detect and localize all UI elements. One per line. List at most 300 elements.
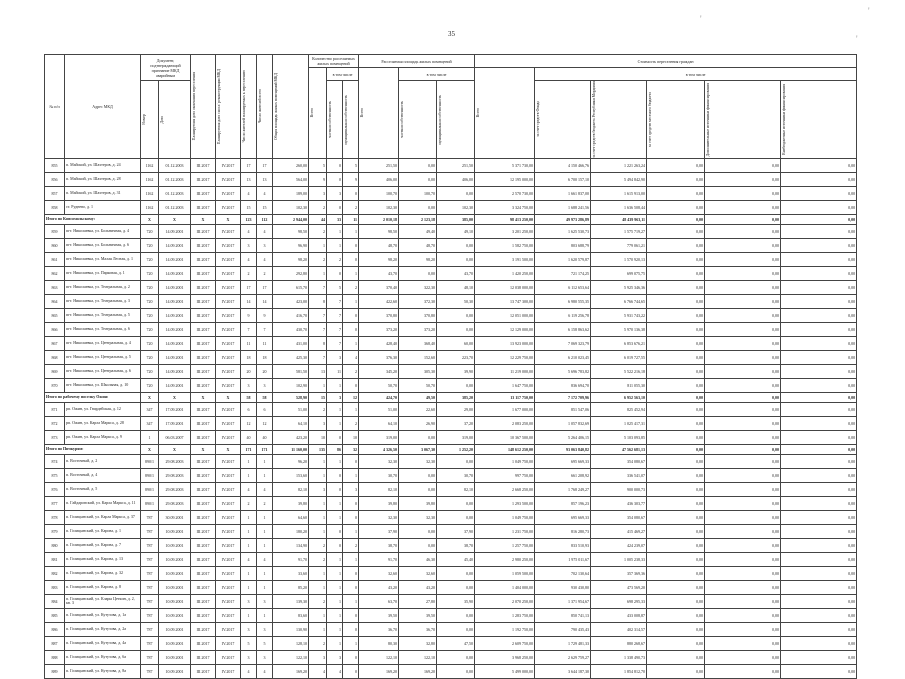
row-area-all: 64,10 bbox=[359, 416, 399, 430]
row-rooms-private: 3 bbox=[327, 392, 343, 402]
row-residents-total: 112 bbox=[257, 214, 273, 224]
row-area-all: 30,70 bbox=[359, 468, 399, 482]
table-row bbox=[45, 510, 857, 524]
row-number: 876 bbox=[45, 482, 65, 496]
row-cost-all: 98 413 250,00 bbox=[475, 214, 535, 224]
row-plan-end: III.2017 bbox=[191, 336, 216, 350]
row-plan-end: III.2017 bbox=[191, 158, 216, 172]
row-residents-total: 40 bbox=[257, 430, 273, 444]
row-address: рп. Ожин, ул. Карла Маркса, д. 9 bbox=[65, 430, 141, 444]
row-plan-end: III.2017 bbox=[191, 186, 216, 200]
row-rooms-private: 0 bbox=[327, 482, 343, 496]
table-row bbox=[45, 350, 857, 364]
header-address: Адрес МКД bbox=[65, 55, 141, 159]
row-cost-region: 5 970 136,38 bbox=[591, 322, 647, 336]
row-cost-all: 997 750,00 bbox=[475, 468, 535, 482]
row-plan-demolish: IV.2017 bbox=[216, 552, 241, 566]
row-area-all: 63,70 bbox=[359, 594, 399, 608]
row-cost-all: 2 609 750,00 bbox=[475, 636, 535, 650]
row-address: п. Голицынский, ул. Кутузова, д. 4а bbox=[65, 636, 141, 650]
row-cost-local: 0,00 bbox=[647, 416, 705, 430]
row-cost-all: 12 195 000,00 bbox=[475, 172, 535, 186]
row-rooms-all: 9 bbox=[309, 172, 327, 186]
row-cost-all: 12 229 750,00 bbox=[475, 350, 535, 364]
row-cost-fund: 1 371 954,67 bbox=[535, 594, 591, 608]
row-area-private: 3 067,30 bbox=[399, 444, 437, 454]
row-area-total: 64,10 bbox=[273, 416, 309, 430]
row-cost-fund: 5 264 406,15 bbox=[535, 430, 591, 444]
row-plan-demolish: IV.2017 bbox=[216, 238, 241, 252]
row-plan-end: III.2017 bbox=[191, 402, 216, 416]
row-area-private: 49,50 bbox=[399, 392, 437, 402]
row-area-municipal: 406,00 bbox=[437, 172, 475, 186]
row-number: 874 bbox=[45, 454, 65, 468]
row-cost-region: 1 575 719,27 bbox=[591, 224, 647, 238]
table-total-row bbox=[45, 444, 857, 454]
row-address: п. Голицынский, ул. Кутузова, д. 1а bbox=[65, 608, 141, 622]
row-rooms-private: 1 bbox=[327, 622, 343, 636]
header-cost-in-that: в том числе bbox=[535, 68, 857, 81]
row-area-all: 345,20 bbox=[359, 364, 399, 378]
row-cost-other: 0,00 bbox=[781, 664, 857, 678]
row-area-total: 189,00 bbox=[273, 186, 309, 200]
row-number: 884 bbox=[45, 594, 65, 608]
row-cost-all: 1 283 750,00 bbox=[475, 608, 535, 622]
row-rooms-private: 3 bbox=[327, 650, 343, 664]
row-area-private: 26,90 bbox=[399, 416, 437, 430]
resettlement-table-sheet bbox=[44, 54, 856, 679]
row-address: п. Голицынский, ул. Кутузова, д. 2а bbox=[65, 622, 141, 636]
row-cost-all: 13 747 300,00 bbox=[475, 294, 535, 308]
row-area-total: 153,60 bbox=[273, 468, 309, 482]
row-plan-end: III.2017 bbox=[191, 622, 216, 636]
row-rooms-all: 2 bbox=[309, 224, 327, 238]
row-residents: 7 bbox=[241, 322, 257, 336]
row-plan-end: III.2017 bbox=[191, 496, 216, 510]
row-number: 887 bbox=[45, 636, 65, 650]
row-area-municipal: 0,00 bbox=[437, 308, 475, 322]
row-doc-date: 14.09.2001 bbox=[159, 364, 191, 378]
row-cost-fund: 6 119 256,78 bbox=[535, 308, 591, 322]
row-doc-number: 1162 bbox=[141, 186, 159, 200]
row-cost-region: 424 239,07 bbox=[591, 538, 647, 552]
scan-mark: ' bbox=[868, 6, 870, 16]
row-plan-end: III.2017 bbox=[191, 468, 216, 482]
row-plan-end: III.2017 bbox=[191, 280, 216, 294]
row-area-total: 292,80 bbox=[273, 266, 309, 280]
header-cost-local: за счет средств местного бюджета bbox=[647, 81, 705, 159]
row-address: п. Голицынский, ул. Карова, д. 13 bbox=[65, 552, 141, 566]
row-area-private: 0,00 bbox=[399, 482, 437, 496]
row-area-total: 180,20 bbox=[273, 524, 309, 538]
row-area-all: 39,80 bbox=[359, 496, 399, 510]
row-plan-end: III.2017 bbox=[191, 308, 216, 322]
row-cost-extra: 0,00 bbox=[705, 468, 781, 482]
row-area-private: 32,80 bbox=[399, 636, 437, 650]
row-cost-other: 0,00 bbox=[781, 294, 857, 308]
row-cost-extra: 0,00 bbox=[705, 552, 781, 566]
row-rooms-all: 2 bbox=[309, 402, 327, 416]
row-doc-date: 10.09.2001 bbox=[159, 650, 191, 664]
row-area-municipal: 0,00 bbox=[437, 608, 475, 622]
row-doc-number: 787 bbox=[141, 510, 159, 524]
row-residents: 4 bbox=[241, 252, 257, 266]
row-address: п. Голицынский, ул. Кутузова, д. 6а bbox=[65, 650, 141, 664]
row-residents-total: 1 bbox=[257, 580, 273, 594]
table-row bbox=[45, 238, 857, 252]
row-cost-extra: 0,00 bbox=[705, 214, 781, 224]
row-number: 879 bbox=[45, 524, 65, 538]
row-area-all: 376,30 bbox=[359, 350, 399, 364]
row-doc-number: 347 bbox=[141, 416, 159, 430]
row-area-private: 32,30 bbox=[399, 510, 437, 524]
row-rooms-municipal: 4 bbox=[343, 350, 359, 364]
row-cost-region: 6 952 563,10 bbox=[591, 392, 647, 402]
row-residents: 1 bbox=[241, 468, 257, 482]
row-address: п. Майский, ул. Шахтеров, д. 24 bbox=[65, 158, 141, 172]
row-rooms-private: 1 bbox=[327, 238, 343, 252]
row-rooms-municipal: 0 bbox=[343, 378, 359, 392]
row-area-private: 0,00 bbox=[399, 200, 437, 214]
row-cost-other: 0,00 bbox=[781, 444, 857, 454]
row-plan-demolish: IV.2017 bbox=[216, 510, 241, 524]
header-area-all: Всего bbox=[359, 68, 399, 159]
row-residents: 18 bbox=[241, 350, 257, 364]
row-cost-fund: 1 661 837,00 bbox=[535, 186, 591, 200]
row-cost-local: 0,00 bbox=[647, 308, 705, 322]
row-area-total: 134,90 bbox=[273, 538, 309, 552]
row-cost-extra: 0,00 bbox=[705, 622, 781, 636]
row-cost-region: 699 075,75 bbox=[591, 266, 647, 280]
row-area-private: 43,20 bbox=[399, 580, 437, 594]
row-residents: 4 bbox=[241, 224, 257, 238]
table-row bbox=[45, 622, 857, 636]
row-cost-all: 13 117 750,00 bbox=[475, 392, 535, 402]
row-cost-all: 10 367 500,00 bbox=[475, 430, 535, 444]
row-area-all: 251,50 bbox=[359, 158, 399, 172]
row-address: п. Восточный, д. 5 bbox=[65, 482, 141, 496]
row-cost-local: 0,00 bbox=[647, 336, 705, 350]
row-plan-end: X bbox=[191, 392, 216, 402]
row-area-municipal: 43,70 bbox=[437, 266, 475, 280]
row-rooms-municipal: 0 bbox=[343, 650, 359, 664]
row-doc-date: 06.03.2007 bbox=[159, 430, 191, 444]
row-plan-demolish: IV.2017 bbox=[216, 158, 241, 172]
row-plan-demolish: IV.2017 bbox=[216, 468, 241, 482]
row-cost-region: 5 522 216,18 bbox=[591, 364, 647, 378]
row-area-all: 100,70 bbox=[359, 186, 399, 200]
row-rooms-all: 1 bbox=[309, 378, 327, 392]
table-row bbox=[45, 482, 857, 496]
row-plan-demolish: IV.2017 bbox=[216, 224, 241, 238]
row-address: пгт. Николаевка, ул. Парковая, д. 1 bbox=[65, 266, 141, 280]
table-row bbox=[45, 468, 857, 482]
row-number: 866 bbox=[45, 322, 65, 336]
row-address: п. Майский, ул. Шахтеров, д. 31 bbox=[65, 186, 141, 200]
row-area-all: 370,40 bbox=[359, 280, 399, 294]
scan-mark: ' bbox=[856, 34, 858, 44]
row-cost-other: 0,00 bbox=[781, 172, 857, 186]
row-cost-extra: 0,00 bbox=[705, 454, 781, 468]
row-rooms-all: 2 bbox=[309, 636, 327, 650]
row-area-total: 98,20 bbox=[273, 252, 309, 266]
row-cost-local: 0,00 bbox=[647, 496, 705, 510]
row-residents: 4 bbox=[241, 664, 257, 678]
row-plan-end: III.2017 bbox=[191, 580, 216, 594]
row-address: п. Голицынский, ул. Карова, д. 1 bbox=[65, 524, 141, 538]
row-cost-region: 5 925 346,36 bbox=[591, 280, 647, 294]
row-cost-region: 5 494 842,90 bbox=[591, 172, 647, 186]
row-doc-date: 29.08.2003 bbox=[159, 468, 191, 482]
row-area-total: 564,00 bbox=[273, 172, 309, 186]
row-cost-extra: 0,00 bbox=[705, 224, 781, 238]
row-plan-end: X bbox=[191, 444, 216, 454]
row-cost-extra: 0,00 bbox=[705, 650, 781, 664]
row-plan-demolish: IV.2017 bbox=[216, 636, 241, 650]
row-cost-local: 0,00 bbox=[647, 580, 705, 594]
row-cost-local: 0,00 bbox=[647, 224, 705, 238]
row-rooms-all: 44 bbox=[309, 214, 327, 224]
row-cost-extra: 0,00 bbox=[705, 510, 781, 524]
row-rooms-municipal: 2 bbox=[343, 364, 359, 378]
table-row bbox=[45, 552, 857, 566]
row-area-private: 32,30 bbox=[399, 454, 437, 468]
row-area-municipal: 0,00 bbox=[437, 454, 475, 468]
row-area-private: 27,80 bbox=[399, 594, 437, 608]
header-rooms-municipal: муниципальная собственность bbox=[343, 81, 359, 159]
row-cost-other: 0,00 bbox=[781, 336, 857, 350]
row-rooms-private: 1 bbox=[327, 636, 343, 650]
row-residents-total: 1 bbox=[257, 510, 273, 524]
row-area-municipal: 0,00 bbox=[437, 622, 475, 636]
row-cost-extra: 0,00 bbox=[705, 524, 781, 538]
row-plan-end: III.2017 bbox=[191, 252, 216, 266]
row-area-private: 2 123,18 bbox=[399, 214, 437, 224]
row-cost-all: 2 083 250,00 bbox=[475, 416, 535, 430]
row-residents-total: 4 bbox=[257, 186, 273, 200]
row-cost-all: 1 231 750,00 bbox=[475, 524, 535, 538]
row-cost-fund: 4 150 466,76 bbox=[535, 158, 591, 172]
row-cost-region: 1 338 490,73 bbox=[591, 650, 647, 664]
row-area-municipal: 0,00 bbox=[437, 510, 475, 524]
row-residents-total: 4 bbox=[257, 482, 273, 496]
row-residents-total: 171 bbox=[257, 444, 273, 454]
row-doc-number: 720 bbox=[141, 336, 159, 350]
row-area-private: 0,00 bbox=[399, 538, 437, 552]
row-cost-local: 0,00 bbox=[647, 454, 705, 468]
row-doc-number: 890/1 bbox=[141, 482, 159, 496]
header-residents-total: Число жителей всего bbox=[257, 55, 273, 159]
row-cost-local: 0,00 bbox=[647, 200, 705, 214]
header-doc-date: Дата bbox=[159, 81, 191, 159]
row-area-municipal: 29,00 bbox=[437, 402, 475, 416]
row-area-total: 528,90 bbox=[273, 392, 309, 402]
row-plan-demolish: IV.2017 bbox=[216, 566, 241, 580]
row-rooms-private: 5 bbox=[327, 280, 343, 294]
row-area-all: 169,20 bbox=[359, 664, 399, 678]
row-area-total: 130,90 bbox=[273, 622, 309, 636]
row-number: 869 bbox=[45, 364, 65, 378]
row-area-total: 425,30 bbox=[273, 350, 309, 364]
row-cost-fund: 816 280,73 bbox=[535, 524, 591, 538]
row-residents: 3 bbox=[241, 594, 257, 608]
row-doc-number: 787 bbox=[141, 636, 159, 650]
row-cost-extra: 0,00 bbox=[705, 336, 781, 350]
row-plan-end: III.2017 bbox=[191, 224, 216, 238]
row-doc-number: X bbox=[141, 444, 159, 454]
row-area-private: 0,00 bbox=[399, 266, 437, 280]
row-area-private: 0,00 bbox=[399, 430, 437, 444]
table-row bbox=[45, 454, 857, 468]
row-area-total: 139,30 bbox=[273, 594, 309, 608]
row-cost-region: 5 103 093,85 bbox=[591, 430, 647, 444]
row-area-private: 0,00 bbox=[399, 468, 437, 482]
row-cost-local: 0,00 bbox=[647, 214, 705, 224]
row-rooms-all: 5 bbox=[309, 158, 327, 172]
row-area-private: 0,00 bbox=[399, 524, 437, 538]
row-doc-number: 720 bbox=[141, 280, 159, 294]
row-address: пгт. Николаевка, ул. Больничная, д. 6 bbox=[65, 238, 141, 252]
table-row bbox=[45, 280, 857, 294]
row-plan-end: III.2017 bbox=[191, 294, 216, 308]
row-cost-other: 0,00 bbox=[781, 252, 857, 266]
row-rooms-private: 0 bbox=[327, 172, 343, 186]
row-rooms-municipal: 0 bbox=[343, 608, 359, 622]
row-cost-local: 0,00 bbox=[647, 294, 705, 308]
row-rooms-all: 2 bbox=[309, 252, 327, 266]
row-plan-end: III.2017 bbox=[191, 524, 216, 538]
row-area-all: 422,60 bbox=[359, 294, 399, 308]
row-residents-total: 3 bbox=[257, 650, 273, 664]
row-rooms-municipal: 0 bbox=[343, 308, 359, 322]
row-cost-all: 1 404 000,00 bbox=[475, 580, 535, 594]
row-cost-region: 336 541,07 bbox=[591, 468, 647, 482]
row-cost-local: 0,00 bbox=[647, 252, 705, 266]
table-row bbox=[45, 322, 857, 336]
row-cost-extra: 0,00 bbox=[705, 496, 781, 510]
table-row bbox=[45, 224, 857, 238]
row-rooms-all: 7 bbox=[309, 280, 327, 294]
row-rooms-private: 1 bbox=[327, 510, 343, 524]
header-rooms: Количество расселяемых жилых помещений bbox=[309, 55, 359, 68]
header-plan-end: Планируемая дата окончания переселения bbox=[191, 55, 216, 159]
row-residents-total: 4 bbox=[257, 552, 273, 566]
row-cost-extra: 0,00 bbox=[705, 172, 781, 186]
row-address: п. Голицынский, ул. Карла Маркса, д. 37 bbox=[65, 510, 141, 524]
row-number: 855 bbox=[45, 158, 65, 172]
row-rooms-municipal: 1 bbox=[343, 468, 359, 482]
row-doc-number: X bbox=[141, 214, 159, 224]
row-area-all: 37,90 bbox=[359, 524, 399, 538]
row-cost-fund: 6 112 653,64 bbox=[535, 280, 591, 294]
row-area-private: 98,20 bbox=[399, 252, 437, 266]
row-plan-end: III.2017 bbox=[191, 650, 216, 664]
header-cost: Стоимость переселения граждан bbox=[475, 55, 857, 68]
row-doc-number: 787 bbox=[141, 566, 159, 580]
row-rooms-all: 1 bbox=[309, 266, 327, 280]
table-total-row bbox=[45, 392, 857, 402]
row-rooms-all: 1 bbox=[309, 622, 327, 636]
row-cost-region: 880 268,67 bbox=[591, 636, 647, 650]
row-address: п. Восточный, д. 2 bbox=[65, 454, 141, 468]
header-num: № п/п bbox=[45, 55, 65, 159]
row-cost-local: 0,00 bbox=[647, 468, 705, 482]
row-address: пгт. Николаевка, ул. Центральная, д. 5 bbox=[65, 350, 141, 364]
row-plan-end: III.2017 bbox=[191, 538, 216, 552]
row-plan-demolish: IV.2017 bbox=[216, 308, 241, 322]
row-cost-other: 0,00 bbox=[781, 364, 857, 378]
row-cost-extra: 0,00 bbox=[705, 416, 781, 430]
row-address: п. Восточный, д. 4 bbox=[65, 468, 141, 482]
row-residents-total: 3 bbox=[257, 594, 273, 608]
row-cost-local: 0,00 bbox=[647, 322, 705, 336]
row-rooms-private: 0 bbox=[327, 200, 343, 214]
row-cost-fund: 1 975 011,67 bbox=[535, 552, 591, 566]
row-residents: 3 bbox=[241, 238, 257, 252]
row-area-all: 32,30 bbox=[359, 510, 399, 524]
row-cost-region: 415 469,27 bbox=[591, 524, 647, 538]
row-residents-total: 1 bbox=[257, 566, 273, 580]
row-area-private: 100,70 bbox=[399, 186, 437, 200]
page-number: 35 bbox=[448, 30, 455, 38]
row-area-municipal: 385,00 bbox=[437, 214, 475, 224]
row-doc-date: 17.09.2001 bbox=[159, 402, 191, 416]
row-cost-local: 0,00 bbox=[647, 608, 705, 622]
row-residents-total: 17 bbox=[257, 280, 273, 294]
row-area-total: 96,90 bbox=[273, 238, 309, 252]
row-rooms-all: 1 bbox=[309, 524, 327, 538]
row-cost-all: 1 582 750,00 bbox=[475, 238, 535, 252]
row-number: 889 bbox=[45, 664, 65, 678]
row-plan-demolish: IV.2017 bbox=[216, 186, 241, 200]
row-plan-end: III.2017 bbox=[191, 378, 216, 392]
row-rooms-private: 0 bbox=[327, 266, 343, 280]
row-cost-local: 0,00 bbox=[647, 444, 705, 454]
row-cost-all: 12 129 000,00 bbox=[475, 322, 535, 336]
header-area-res: Расселяемая площадь жилых помещений bbox=[359, 55, 475, 68]
row-plan-end: III.2017 bbox=[191, 594, 216, 608]
row-rooms-all: 1 bbox=[309, 580, 327, 594]
row-residents: 13 bbox=[241, 172, 257, 186]
row-rooms-private: 1 bbox=[327, 416, 343, 430]
row-cost-local: 0,00 bbox=[647, 552, 705, 566]
row-cost-extra: 0,00 bbox=[705, 636, 781, 650]
row-residents: 9 bbox=[241, 308, 257, 322]
row-area-private: 39,50 bbox=[399, 608, 437, 622]
row-plan-demolish: IV.2017 bbox=[216, 402, 241, 416]
row-cost-region: 354 080,67 bbox=[591, 454, 647, 468]
row-plan-demolish: IV.2017 bbox=[216, 350, 241, 364]
row-address: пгт. Николаевка, ул. Центральная, д. 4 bbox=[65, 336, 141, 350]
row-cost-extra: 0,00 bbox=[705, 378, 781, 392]
table-row bbox=[45, 378, 857, 392]
table-row bbox=[45, 594, 857, 608]
row-cost-region: 6 019 727,55 bbox=[591, 350, 647, 364]
row-rooms-municipal: 0 bbox=[343, 186, 359, 200]
row-area-all: 370,80 bbox=[359, 308, 399, 322]
header-rooms-all: Всего bbox=[309, 68, 327, 159]
row-doc-date: 10.09.2001 bbox=[159, 622, 191, 636]
row-area-municipal: 0,00 bbox=[437, 322, 475, 336]
row-cost-other: 0,00 bbox=[781, 266, 857, 280]
row-cost-fund: 661 208,92 bbox=[535, 468, 591, 482]
row-cost-local: 0,00 bbox=[647, 430, 705, 444]
row-area-municipal: 47,50 bbox=[437, 636, 475, 650]
row-doc-number: 720 bbox=[141, 322, 159, 336]
row-cost-fund: 1 688 241,56 bbox=[535, 200, 591, 214]
row-residents-total: 1 bbox=[257, 454, 273, 468]
row-residents: 15 bbox=[241, 200, 257, 214]
